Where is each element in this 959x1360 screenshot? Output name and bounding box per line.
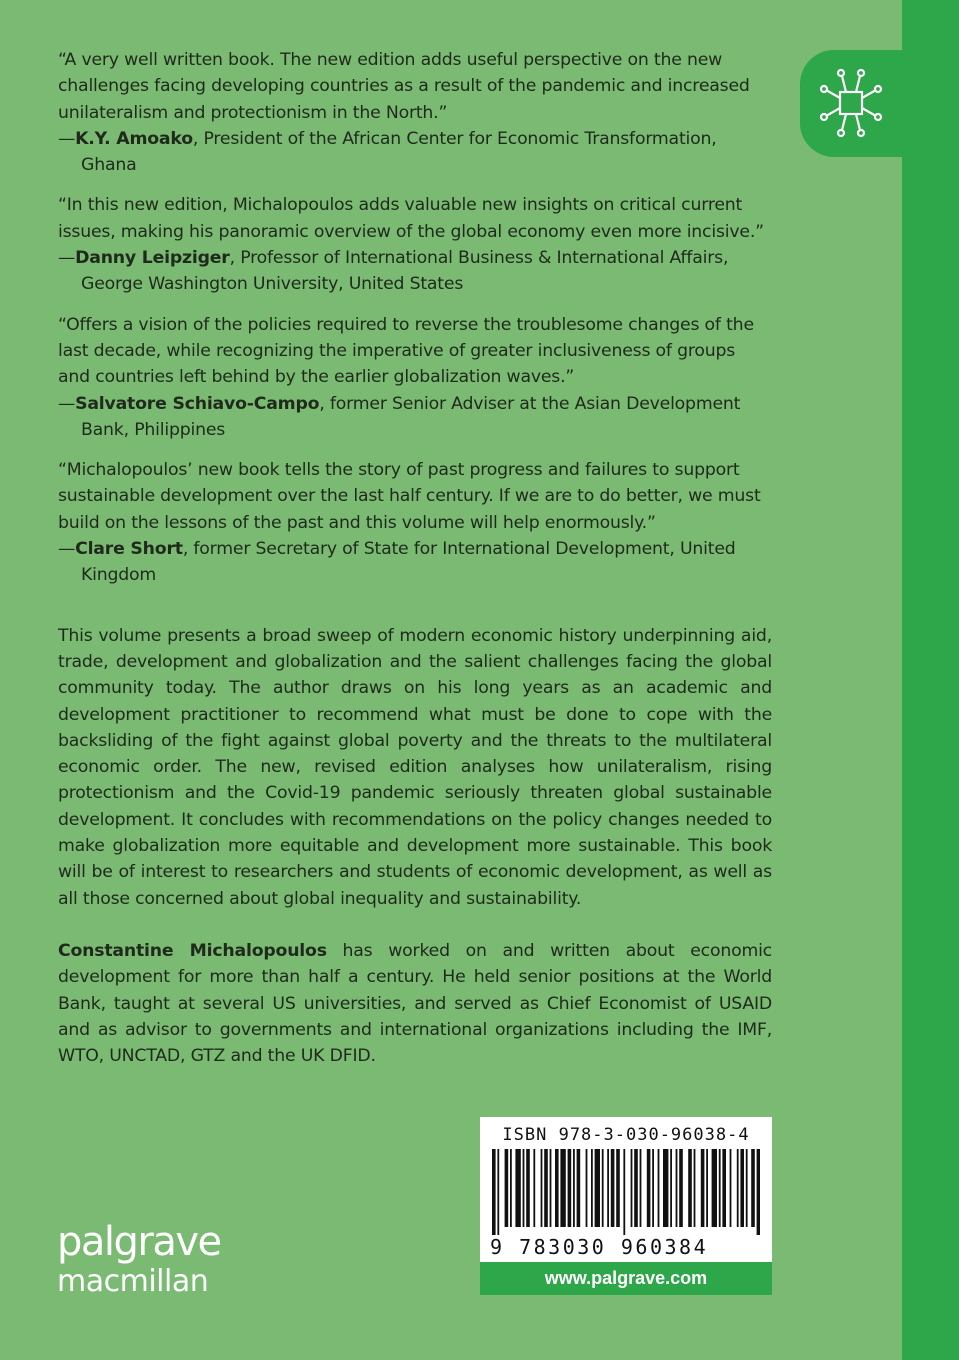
barcode-bar	[640, 1149, 642, 1227]
logo-line-palgrave: palgrave	[57, 1219, 221, 1265]
barcode-bar	[679, 1149, 683, 1227]
isbn-barcode	[480, 1117, 772, 1262]
barcode-bar	[497, 1149, 499, 1235]
quote-text: “A very well written book. The new edition adds useful perspective on the new challenges facing developing countries as a result of the pandemic and increased unilateralism and protectionism in the North.”	[58, 50, 750, 123]
barcode-bar	[694, 1149, 696, 1227]
book-description: This volume presents a broad sweep of modern economic history underpinning aid, trade, development and globalization and the salient challenges facing the global community today. The author draws on his long years as an academic and development practitioner to recommend what must be done to cope with the backsliding of the fight against global poverty and the threats to the multilateral economic order. The new, revised edition analyses how unilateralism, rising protectionism and the Covid-19 pandemic seriously threaten global sustainable development. It concludes with recommendations on the policy changes needed to make globalization more equitable and development more sustainable. This book will be of interest to researchers and students of economic development, as well as all those concerned about global inequality and sustainability.	[58, 625, 772, 909]
barcode-bar	[616, 1149, 620, 1227]
barcode-bar	[560, 1149, 565, 1227]
quote-attribution: —Danny Leipziger, Professor of International Business & International Affairs, George Washington University, United States	[58, 248, 729, 295]
barcode-bar	[701, 1149, 705, 1227]
barcode-bar	[586, 1149, 588, 1227]
endorsement	[58, 47, 772, 178]
barcode-bar	[688, 1149, 692, 1227]
barcode-bar	[631, 1149, 633, 1227]
barcode-bar	[568, 1149, 572, 1227]
barcode-bar	[652, 1149, 654, 1227]
barcode-bar	[505, 1149, 509, 1227]
barcode-bar	[602, 1149, 604, 1227]
quote-attribution: —K.Y. Amoako, President of the African Center for Economic Transformation, Ghana	[58, 128, 717, 176]
barcode-bar	[737, 1149, 739, 1227]
barcode-bar	[515, 1149, 520, 1227]
barcode-bar	[740, 1149, 744, 1227]
endorser-name: Danny Leipziger	[75, 248, 230, 269]
endorsement	[58, 192, 772, 297]
quote-attribution: —Salvatore Schiavo-Campo, former Senior Adviser at the Asian Development Bank, Philippines	[58, 393, 741, 440]
barcode-bar	[573, 1149, 575, 1227]
barcode-bar	[634, 1149, 638, 1227]
barcode-bar	[719, 1149, 721, 1227]
quote-attribution: —Clare Short, former Secretary of State for International Development, United Kingdom	[58, 539, 736, 586]
barcode-bar	[607, 1149, 609, 1227]
barcode-bar	[595, 1149, 600, 1227]
barcode-bar	[541, 1149, 543, 1227]
barcode-bar	[591, 1149, 593, 1227]
barcode-bar	[658, 1149, 660, 1227]
endorser-name: K.Y. Amoako	[75, 128, 193, 149]
barcode-bar	[523, 1149, 525, 1227]
publisher-url[interactable]: www.palgrave.com	[480, 1262, 772, 1295]
barcode-bar	[722, 1149, 726, 1227]
author-bio: Constantine Michalopoulos has worked on and written about economic development for more than half a century. He held senior positions at the World Bank, taught at several US universities, and served as Chief Economist of USAID and as advisor to governments and international organizations including the IMF, WTO, UNCTAD, GTZ and the UK DFID.	[58, 940, 772, 1067]
endorsement	[58, 457, 772, 588]
barcode-bar	[670, 1149, 672, 1227]
barcode-bar	[676, 1149, 678, 1227]
barcode-bar	[492, 1149, 496, 1235]
series-tab	[800, 50, 902, 157]
endorser-name: Salvatore Schiavo-Campo	[75, 393, 320, 414]
barcode-bar	[577, 1149, 581, 1227]
barcode-bar	[510, 1149, 512, 1227]
barcode-bar	[544, 1149, 548, 1227]
barcode-bar	[751, 1149, 755, 1227]
barcode-bar	[712, 1149, 717, 1227]
barcode-bar	[550, 1149, 552, 1227]
barcode-bar	[663, 1149, 668, 1227]
author-name: Constantine Michalopoulos	[58, 940, 327, 961]
barcode-digits: 9 783030 960384	[490, 1235, 709, 1259]
barcode-bar	[533, 1149, 535, 1227]
barcode-bar	[757, 1149, 760, 1235]
spine-strip	[902, 0, 959, 1360]
barcode-bar	[526, 1149, 530, 1227]
isbn-label: ISBN 978-3-030-96038-4	[502, 1125, 750, 1145]
barcode-bars	[492, 1149, 760, 1235]
barcode-bar	[647, 1149, 651, 1227]
logo-line-macmillan: macmillan	[57, 1264, 209, 1299]
barcode-bar	[706, 1149, 708, 1227]
endorsement	[58, 312, 772, 443]
barcode-bar	[623, 1149, 625, 1235]
barcode-bar	[611, 1149, 615, 1227]
barcode-bar	[555, 1149, 559, 1227]
barcode-bar	[746, 1149, 748, 1227]
quote-text: “Michalopoulos’ new book tells the story of past progress and failures to support sustainable development over the last half century. If we are to do better, we must build on the lessons of the past and this volume will help enormously.”	[58, 460, 761, 533]
back-cover-text	[58, 47, 772, 1069]
barcode-bar	[730, 1149, 732, 1227]
quote-text: “Offers a vision of the policies required to reverse the troublesome changes of the last decade, while recognizing the imperative of greater inclusiveness of groups and countries left behind by the earlier globalization waves.”	[58, 314, 754, 388]
quote-text: “In this new edition, Michalopoulos adds valuable new insights on critical current issues, making his panoramic overview of the global economy even more incisive.”	[58, 195, 764, 242]
endorser-name: Clare Short	[75, 539, 183, 560]
network-node-icon	[816, 68, 886, 138]
publisher-logo	[57, 1219, 221, 1302]
